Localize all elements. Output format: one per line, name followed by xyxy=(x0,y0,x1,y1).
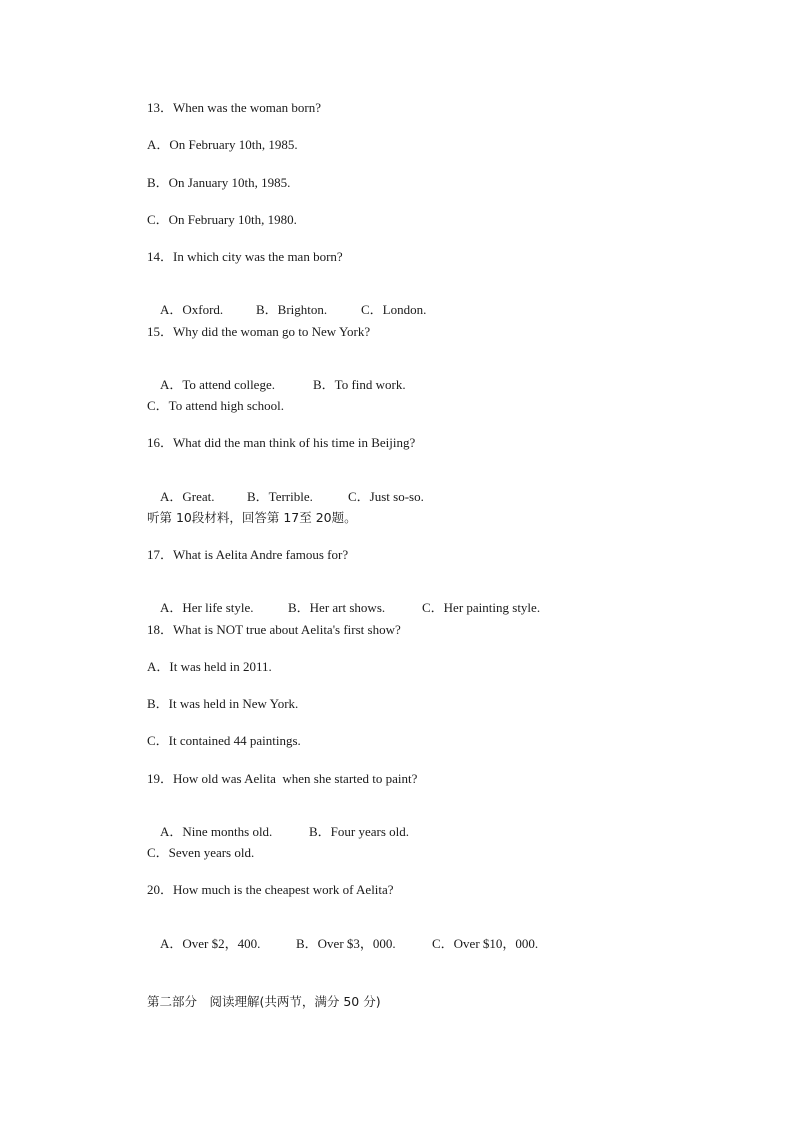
section-instruction: 听第 10段材料，回答第 17至 20题。 xyxy=(147,510,357,525)
option-18-a: A．It was held in 2011. xyxy=(147,659,272,674)
option-18-b: B．It was held in New York. xyxy=(147,696,299,711)
question-15: 15．Why did the woman go to New York? xyxy=(147,324,371,339)
part-two-heading: 第二部分 阅读理解(共两节，满分 50 分) xyxy=(147,994,381,1009)
question-17: 17．What is Aelita Andre famous for? xyxy=(147,547,349,562)
option-15-b: B．To find work. xyxy=(313,377,406,392)
question-18: 18．What is NOT true about Aelita's first show? xyxy=(147,622,401,637)
question-16: 16．What did the man think of his time in Beijing? xyxy=(147,435,416,450)
option-19-b: B．Four years old. xyxy=(309,824,410,839)
option-20-b: B．Over $3，000. xyxy=(296,936,396,951)
option-19-c: C．Seven years old. xyxy=(147,845,255,860)
option-14-a: A．Oxford. xyxy=(160,302,224,317)
question-13: 13．When was the woman born? xyxy=(147,100,322,115)
option-16-b: B．Terrible. xyxy=(247,489,313,504)
option-13-c: C．On February 10th, 1980. xyxy=(147,212,297,227)
option-13-b: B．On January 10th, 1985. xyxy=(147,175,291,190)
option-15-c: C．To attend high school. xyxy=(147,398,285,413)
option-14-b: B．Brighton. xyxy=(256,302,328,317)
option-17-b: B．Her art shows. xyxy=(288,600,386,615)
option-16-a: A．Great. xyxy=(160,489,215,504)
option-14-c: C．London. xyxy=(361,302,427,317)
options-row-20 xyxy=(147,920,538,968)
option-13-a: A．On February 10th, 1985. xyxy=(147,137,298,152)
option-15-a: A．To attend college. xyxy=(160,377,275,392)
question-14: 14．In which city was the man born? xyxy=(147,249,343,264)
option-17-a: A．Her life style. xyxy=(160,600,254,615)
option-18-c: C．It contained 44 paintings. xyxy=(147,733,301,748)
option-19-a: A．Nine months old. xyxy=(160,824,273,839)
option-17-c: C．Her painting style. xyxy=(422,600,541,615)
option-20-a: A．Over $2，400. xyxy=(160,936,261,951)
option-20-c: C．Over $10，000. xyxy=(432,936,539,951)
question-19: 19．How old was Aelita when she started to paint? xyxy=(147,771,418,786)
question-20: 20．How much is the cheapest work of Aelita? xyxy=(147,882,394,897)
option-16-c: C．Just so-so. xyxy=(348,489,424,504)
